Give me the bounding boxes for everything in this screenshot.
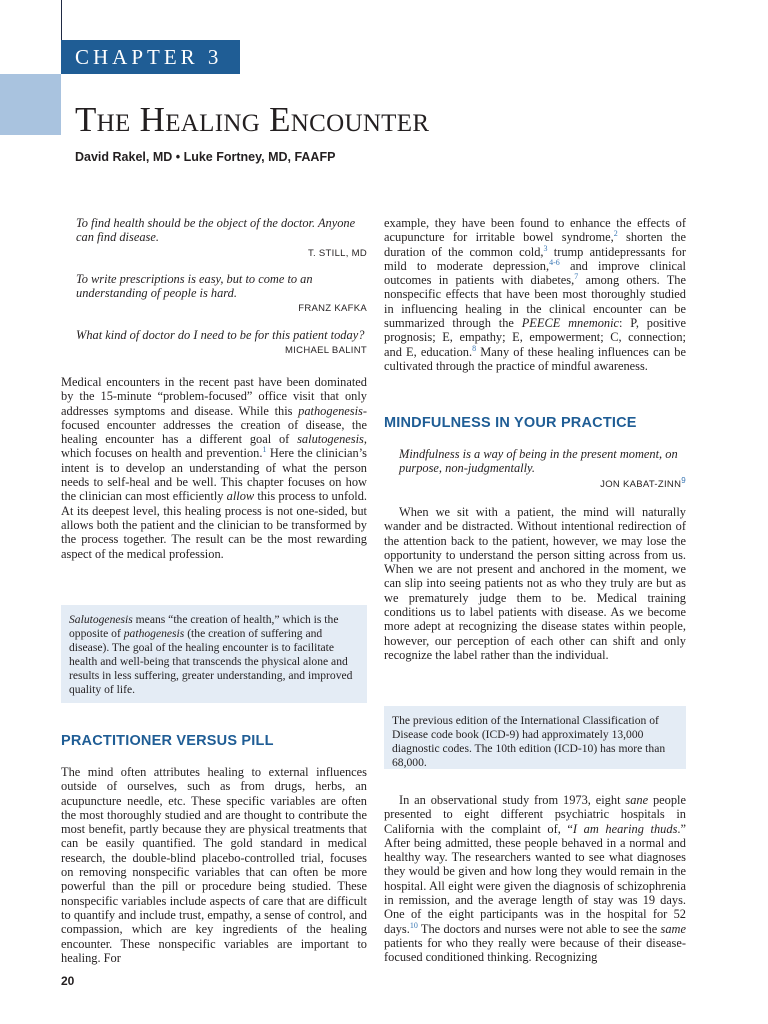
epigraphs (61, 216, 367, 358)
icd-box-text: The previous edition of the International Classification of Disease code book (ICD-9) had approximately 13,000 diagnostic codes. The 10th edition (ICD-10) has more than 68,000. (392, 714, 666, 769)
study-em-same: same (660, 921, 686, 936)
authors: David Rakel, MD • Luke Fortney, MD, FAAFP (75, 150, 336, 164)
epigraph-1-text: To find health should be the object of the doctor. Anyone can find disease. (76, 216, 356, 245)
reference-link[interactable]: 1 (262, 445, 267, 455)
section-heading-mindfulness: MINDFULNESS IN YOUR PRACTICE (384, 415, 637, 431)
right-top-paragraph (384, 216, 686, 373)
icd-box (384, 706, 686, 769)
epigraph-3-text: What kind of doctor do I need to be for this patient today? (76, 327, 365, 342)
rt-em-peece: PEECE mnemonic (521, 316, 620, 331)
study-em-thuds: I am hearing thuds (572, 821, 678, 836)
rt-run-a: example, they have been found to enhance the effects of acupuncture for irritable bowel syndrome, (384, 216, 686, 245)
chapter-label: CHAPTER 3 (61, 40, 240, 74)
study-paragraph (384, 793, 686, 965)
box1-em-1: Salutogenesis (69, 613, 133, 626)
mindfulness-quote: Mindfulness is a way of being in the present moment, on purpose, non-judgmentally. (399, 447, 678, 476)
rt-run-g: Many of these healing influences can be cultivated through the practice of mindful awareness. (384, 344, 686, 373)
intro-text (61, 375, 367, 561)
mindfulness-paragraph (384, 505, 686, 662)
epigraph-2-attribution: FRANZ KAFKA (298, 303, 367, 315)
study-run-e: patients for who they really were because of their disease-focused conditioned thinking. Recognizing (384, 935, 686, 965)
intro-em-3: allow (226, 489, 255, 504)
rt-run-d: and improve clinical outcomes in patients with diabetes, (384, 258, 686, 288)
study-text (384, 793, 686, 965)
mindfulness-text: When we sit with a patient, the mind will naturally wander and be distracted. Without intentional redirection of the attention back to the patient, however, we may lose the opportunity to understand the person sitting across from us. When we are not present and anchored in the moment, we can slip into seeing patients not as who they truly are but as we prematurely judge them to be. Medical training conditions us to label patients with disease. As we become more adept at recognizing the disease states within people, however, our perception of each other can shift and only recognize the label rather than the individual. (384, 505, 686, 662)
box1-run-2: (the creation of suffering and disease). The goal of the healing encounter is to facilitate health and well-being that transcends the physical alone and results in less suffering, greater understanding, and improved quality of life. (69, 627, 353, 696)
practitioner-text: The mind often attributes healing to external influences outside of ourselves, such as from drugs, herbs, an acupuncture needle, etc. These specific variables are often the most thoroughly studied and are thought to contribute the most benefit, partly because they are physical treatments that can be easily quantified. The gold standard in medical research, the double-blind placebo-controlled trial, focuses on removing nonspecific variables that can often be more powerful than the pill or procedure being studied. These nonspecific variables include aspects of care that are difficult to quantify and include trust, empathy, a sense of control, and compassion, which are key ingredients of the healing encounter. These nonspecific variables are important to healing. For (61, 765, 367, 965)
page-number: 20 (61, 974, 75, 988)
rt-run-e: among others. The nonspecific effects that have been most thoroughly studied in influencing healing in the clinical encounter can be summarized through the (384, 273, 687, 331)
intro-em-1: pathogenesis (298, 403, 363, 418)
mindfulness-attr-text: JON KABAT-ZINN (600, 478, 682, 490)
epigraph-2-text: To write prescriptions is easy, but to come to an understanding of people is hard. (76, 271, 313, 301)
study-run-d: The doctors and nurses were not able to see the (417, 921, 661, 936)
reference-link[interactable]: 3 (543, 243, 548, 253)
reference-link[interactable]: 9 (681, 475, 686, 485)
reference-link[interactable]: 7 (574, 272, 579, 282)
reference-link[interactable]: 10 (409, 920, 418, 930)
accent-square (0, 74, 61, 135)
rt-run-c: trump antidepressants for mild to moderate depression, (384, 244, 686, 273)
epigraph-3-attribution: MICHAEL BALINT (285, 345, 367, 357)
rt-run-b: shorten the duration of the common cold, (384, 230, 686, 259)
mindfulness-attribution (384, 475, 686, 492)
chapter-title: The Healing Encounter (75, 100, 430, 139)
study-run-b: people presented to eight different psychiatric hospitals in California with the complaint of, “ (384, 793, 686, 836)
study-em-sane: sane (625, 793, 649, 807)
box1-em-2: pathogenesis (123, 627, 185, 640)
intro-run-4: Here the clinician’s intent is to develop an understanding of what the person needs to self-heal and be well. This chapter focuses on how the clinician can most efficiently (61, 446, 367, 504)
study-run-c: .” After being admitted, these people behaved in a normal and healthy way. The researchers wanted to see what diagnoses they would be given and how long they would remain in the hospital. All eight were given the diagnosis of schizophrenia in remission, and the average length of stay was 19 days. One of the eight participants was in the hospital for 52 days. (384, 821, 686, 936)
reference-link[interactable]: 4-6 (549, 257, 560, 267)
box1-run-1: means “the creation of health,” which is the opposite of (69, 613, 339, 640)
intro-run-5: this process to unfold. At its deepest level, this healing process is not one-sided, but allows both the patient and the clinician to be transformed by the process together. The result can be the most rewarding aspect of the medical profession. (61, 489, 367, 561)
salutogenesis-box (61, 605, 367, 703)
intro-run-3: , which focuses on health and prevention. (61, 432, 367, 461)
intro-paragraph (61, 375, 367, 561)
right-top-text (384, 216, 686, 373)
mindfulness-epigraph (384, 447, 686, 492)
study-run-a: In an observational study from 1973, eight (399, 793, 626, 807)
reference-link[interactable]: 2 (613, 229, 618, 239)
intro-run-2: -focused encounter addresses the creation of disease, the healing encounter has a different goal of (61, 403, 367, 447)
practitioner-paragraph (61, 765, 367, 965)
intro-run-1: Medical encounters in the recent past have been dominated by the 15-minute “problem-focused” office visit that only addresses symptoms and disease. While this (61, 375, 367, 418)
epigraph-1-attribution: T. STILL, MD (307, 247, 367, 259)
section-heading-practitioner: PRACTITIONER VERSUS PILL (61, 733, 274, 749)
reference-link[interactable]: 8 (472, 343, 477, 353)
rt-run-f: : P, positive prognosis; E, empathy; E, empowerment; C, connection; and E, education. (384, 316, 686, 359)
intro-em-2: salutogenesis (297, 432, 364, 447)
